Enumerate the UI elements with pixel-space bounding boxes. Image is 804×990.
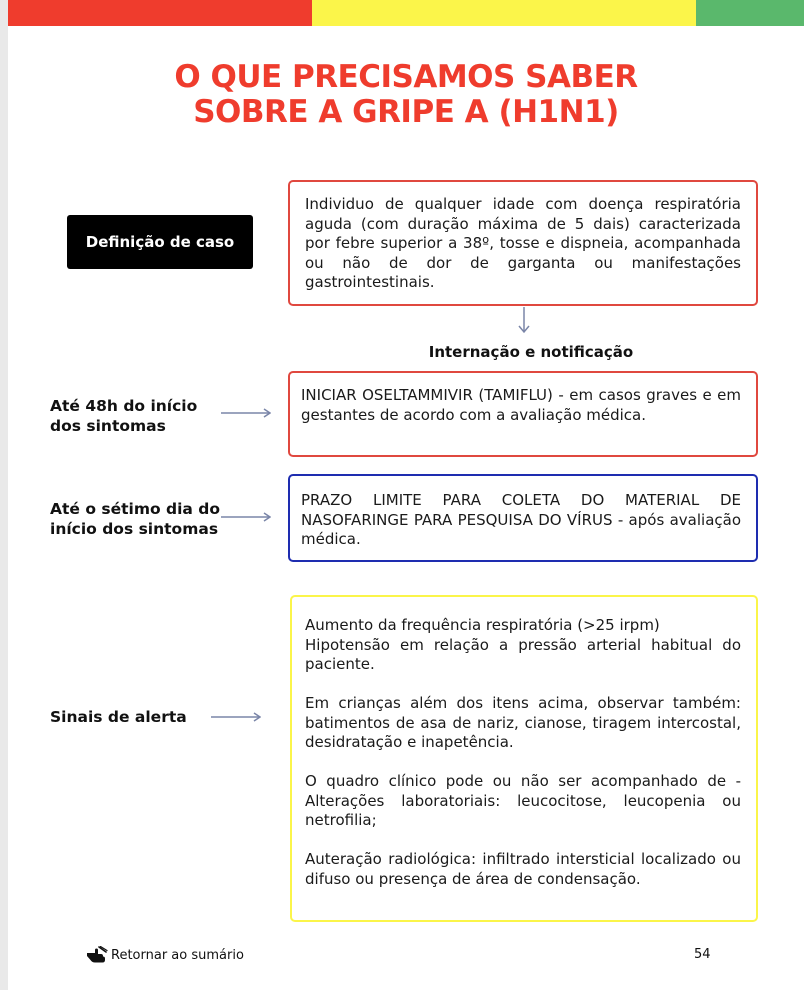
right-arrow-icon: [221, 408, 271, 418]
label-ate-48h: [50, 396, 197, 436]
header-band-red: [8, 0, 312, 26]
label-setimo-dia-line-2: início dos sintomas: [50, 520, 219, 538]
label-setimo-dia: [50, 499, 220, 539]
sinais-alerta-box: [290, 595, 758, 922]
pointing-hand-icon: [86, 946, 108, 964]
alerta-criancas: Em crianças além dos itens acima, observar também: batimentos de asa de nariz, cianose, tiragem intercostal, desidratação e inapetência.: [305, 694, 741, 751]
document-page: [8, 0, 804, 990]
label-setimo-dia-line-1: Até o sétimo dia do: [50, 500, 221, 518]
oseltamivir-box: INICIAR OSELTAMMIVIR (TAMIFLU) - em casos graves e em gestantes de acordo com a avaliação médica.: [288, 371, 758, 457]
definition-box: Individuo de qualquer idade com doença respiratória aguda (com duração máxima de 5 dais) caracterizada por febre superior a 38º, tosse e dispneia, acompanhada ou não de dor de garganta ou manifestações gastrointestinais.: [288, 180, 758, 306]
label-ate-48h-line-1: Até 48h do início: [50, 397, 198, 415]
retornar-sumario-label: Retornar ao sumário: [111, 947, 244, 963]
alerta-quadro-clinico: O quadro clínico pode ou não ser acompanhado de - Alterações laboratoriais: leucocitose, leucopenia ou netrofilia;: [305, 772, 741, 829]
prazo-coleta-box: PRAZO LIMITE PARA COLETA DO MATERIAL DE NASOFARINGE PARA PESQUISA DO VÍRUS - após avaliação médica.: [288, 474, 758, 562]
label-sinais-alerta: Sinais de alerta: [50, 708, 187, 726]
title-line-1: O QUE PRECISAMOS SABER: [174, 59, 638, 95]
alerta-hipotensao: Hipotensão em relação a pressão arterial habitual do paciente.: [305, 635, 741, 673]
title-line-2: SOBRE A GRIPE A (H1N1): [193, 94, 619, 130]
page-title: [8, 60, 804, 130]
alerta-radiologica: Auteração radiológica: infiltrado intersticial localizado ou difuso ou presença de área de condensação.: [305, 850, 741, 888]
internacao-subheading: Internação e notificação: [428, 343, 634, 361]
page-number: 54: [694, 947, 711, 962]
header-band-yellow: [312, 0, 696, 26]
right-arrow-icon: [221, 512, 271, 522]
label-ate-48h-line-2: dos sintomas: [50, 417, 166, 435]
alerta-frequencia-respiratoria: Aumento da frequência respiratória (>25 irpm): [305, 616, 660, 634]
retornar-sumario-link[interactable]: [86, 945, 244, 965]
down-arrow-icon: [517, 307, 531, 335]
header-band-green: [696, 0, 804, 26]
definition-label: Definição de caso: [67, 215, 253, 269]
right-arrow-icon: [211, 712, 261, 722]
